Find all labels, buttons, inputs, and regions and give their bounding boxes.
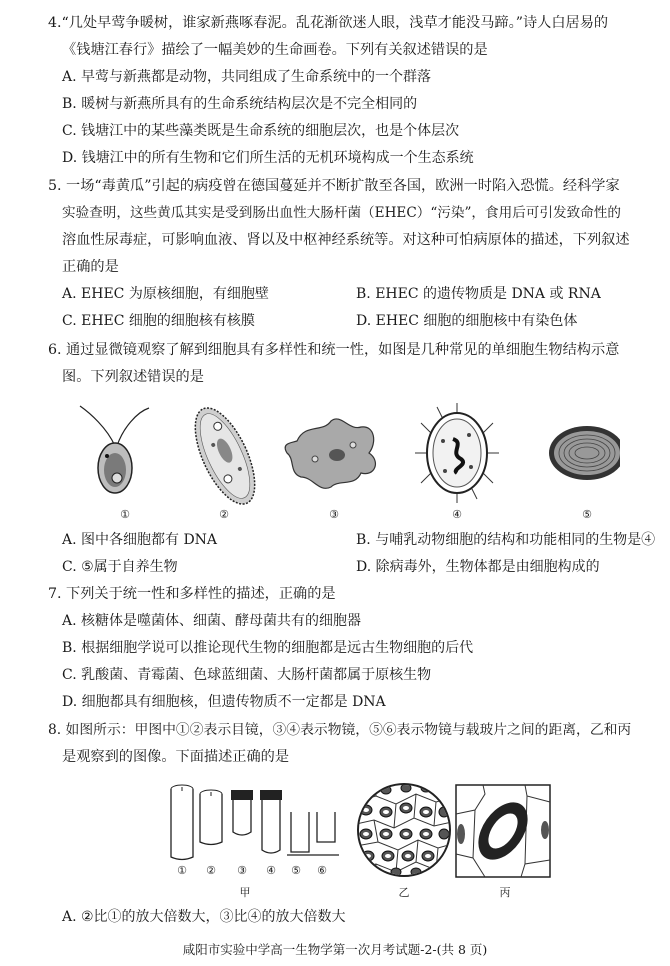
q6-option-b: B. 与哺乳动物细胞的结构和功能相同的生物是④ [356,532,656,548]
q7-option-b: B. 根据细胞学说可以推论现代生物的细胞都是远古生物细胞的后代 [62,640,474,656]
q7-stem: 7. 下列关于统一性和多样性的描述，正确的是 [48,586,336,602]
objective-3 [231,790,253,835]
q5-option-d: D. EHEC 细胞的细胞核中有染色体 [356,313,578,329]
figure-jia-caption: 甲 [239,886,251,899]
lens-label-4: ④ [266,864,276,877]
objective-4 [260,790,282,853]
q8-stem-line1: 8. 如图所示：甲图中①②表示目镜，③④表示物镜，⑤⑥表示物镜与载玻片之间的距离，乙和丙 [48,722,632,738]
q6-option-a: A. 图中各细胞都有 DNA [62,532,218,548]
cell-label-3: ③ [329,508,339,521]
lens-label-6: ⑥ [317,864,327,877]
cell-2-paramecium [183,400,267,513]
q5-option-c: C. EHEC 细胞的细胞核有核膜 [62,313,255,329]
q6-option-d: D. 除病毒外，生物体都是由细胞构成的 [356,559,600,575]
cell-4-bacterium [415,403,499,503]
q6-stem-line2: 图。下列叙述错误的是 [62,369,204,385]
q6-option-c: C. ⑤属于自养生物 [62,559,178,575]
q8-option-a: A. ②比①的放大倍数大，③比④的放大倍数大 [62,909,346,925]
page-footer: 咸阳市实验中学高一生物学第一次月考试题-2-(共 8 页) [182,942,488,957]
cell-3-amoeba [285,419,375,488]
cell-label-2: ② [219,508,229,521]
q5-stem-line2: 实验查明，这些黄瓜其实是受到肠出血性大肠杆菌（EHEC）“污染”，食用后可引发致命性的 [62,205,621,221]
q8-stem-line2: 是观察到的图像。下面描述正确的是 [62,749,290,765]
lens-label-3: ③ [237,864,247,877]
q5-stem-line4: 正确的是 [62,259,119,275]
distance-6 [313,812,339,855]
q4-option-d: D. 钱塘江中的所有生物和它们所生活的无机环境构成一个生态系统 [62,150,474,166]
q4-option-a: A. 早莺与新燕都是动物，共同组成了生命系统中的一个群落 [62,69,432,85]
lens-label-1: ① [177,864,187,877]
q4-option-c: C. 钱塘江中的某些藻类既是生命系统的细胞层次，也是个体层次 [62,123,460,139]
q5-option-b: B. EHEC 的遗传物质是 DNA 或 RNA [356,286,601,302]
q5-stem-line3: 溶血性尿毒症，可影响血液、肾以及中枢神经系统等。对这种可怕病原体的描述，下列叙述 [62,232,630,248]
lens-label-2: ② [206,864,216,877]
figure-bing-caption: 丙 [499,886,511,899]
cell-label-1: ① [120,508,130,521]
q4-stem-line2: 《钱塘江春行》描绘了一幅美妙的生命画卷。下列有关叙述错误的是 [62,42,488,58]
cell-label-4: ④ [452,508,462,521]
q4-option-b: B. 暖树与新燕所具有的生命系统结构层次是不完全相同的 [62,96,418,112]
figure-jia-lenses [165,782,345,864]
q7-option-a: A. 核糖体是噬菌体、细菌、酵母菌共有的细胞器 [62,613,362,629]
q6-stem-line1: 6. 通过显微镜观察了解到细胞具有多样性和统一性，如图是几种常见的单细胞生物结构示意 [48,342,620,358]
eyepiece-2 [200,790,222,845]
q5-stem-line1: 5. 一场“毒黄瓜”引起的病疫曾在德国蔓延并不断扩散至各国，欧洲一时陷入恐慌。经科学家 [48,178,620,194]
q5-option-a: A. EHEC 为原核细胞，有细胞壁 [62,286,269,302]
cell-5-blue-green-alga [549,426,620,480]
eyepiece-1 [171,785,193,860]
figure-yi-view [356,782,452,878]
figure-bing-view [455,784,551,878]
q4-stem-line1: 4.“几处早莺争暖树，谁家新燕啄春泥。乱花渐欲迷人眼，浅草才能没马蹄。”诗人白居易的 [48,15,609,31]
distance-5 [287,812,313,855]
cell-label-5: ⑤ [582,508,592,521]
q7-option-c: C. 乳酸菌、青霉菌、色球蓝细菌、大肠杆菌都属于原核生物 [62,667,432,683]
q7-option-d: D. 细胞都具有细胞核，但遗传物质不一定都是 DNA [62,694,386,710]
lens-label-5: ⑤ [291,864,301,877]
figure-yi-caption: 乙 [398,886,410,899]
cell-1-chlamydomonas [80,406,149,493]
